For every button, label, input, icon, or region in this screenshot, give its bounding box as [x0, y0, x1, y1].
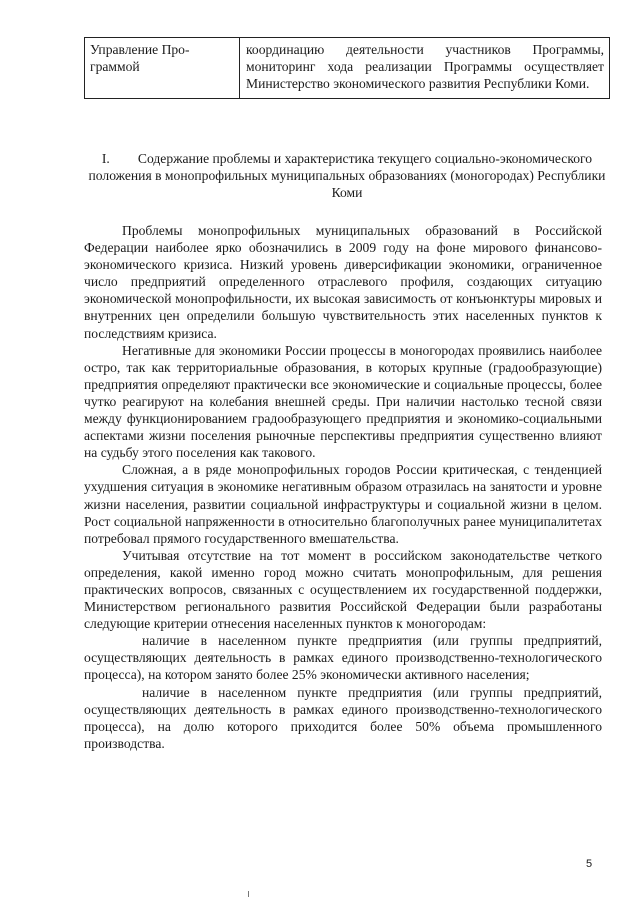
paragraph: Негативные для экономики России процессы в моногородах проявились наиболее остро, так как территориальные образования, в которых крупные (градообразующие) предприятия определяют практически все экономические и социальные процессы, более чутко реагируют на колебания внешней среды. При наличии настолько тесной связи между функционированием градообразующего предприятия и экономико-социальными аспектами жизни поселения рыночные перспективы предприятия существенно влияют на судьбу этого поселения как такового.	[84, 342, 602, 461]
section-title: Содержание проблемы и характеристика текущего социально-экономического положения в монопрофильных муниципальных образованиях (моногородах) Республики Коми	[88, 151, 606, 200]
table-content: координацию деятельности участников Программы, мониторинг хода реализации Программы осуществляет Министерство экономического развития Республики Коми.	[246, 42, 604, 91]
scan-mark	[248, 891, 249, 897]
page-number: 5	[586, 858, 593, 870]
body-text	[84, 222, 602, 752]
program-info-table	[84, 37, 610, 99]
criterion-item: наличие в населенном пункте предприятия (или группы предприятий, осуществляющих деятельность в рамках единого производственно-технологического процесса), на котором занято более 25% экономически активного населения;	[84, 633, 602, 683]
paragraph: Проблемы монопрофильных муниципальных образований в Российской Федерации наиболее ярко обозначились в 2009 году на фоне мирового финансово-экономического кризиса. Низкий уровень диверсификации экономики, ограниченное число предприятий определенного отраслевого профиля, создающих ситуацию экономической монопрофильности, их высокая зависимость от конъюнктуры мировых и внутренних цен определили большую чувствительность этих населенных пунктов к последствиям кризиса.	[84, 223, 602, 341]
section-heading	[84, 150, 610, 201]
paragraph: Сложная, а в ряде монопрофильных городов России критическая, с тенденцией ухудшения ситуация в экономике негативным образом отразилась на занятости и уровне жизни населения, развитии социальной инфраструктуры и социальной жизни в целом. Рост социальной напряженности в относительно благополучных ранее муниципалитетах потребовал прямого государственного вмешательства.	[84, 462, 602, 546]
table-label: Управление Про- граммой	[90, 42, 190, 74]
section-number: I.	[101, 151, 110, 166]
table-label-cell	[85, 38, 240, 99]
table-row	[85, 38, 610, 99]
criterion-item: наличие в населенном пункте предприятия (или группы предприятий, осуществляющих деятельность в рамках единого производственно-технологического процесса), на долю которого приходится более 50% объема промышленного производства.	[84, 684, 602, 751]
paragraph: Учитывая отсутствие на тот момент в российском законодательстве четкого определения, какой именно город можно считать монопрофильным, для решения практических вопросов, связанных с осуществлением их государственной поддержки, Министерством регионального развития Российской Федерации были разработаны следующие критерии отнесения населенных пунктов к моногородам:	[84, 547, 602, 632]
table-content-cell	[240, 38, 610, 99]
